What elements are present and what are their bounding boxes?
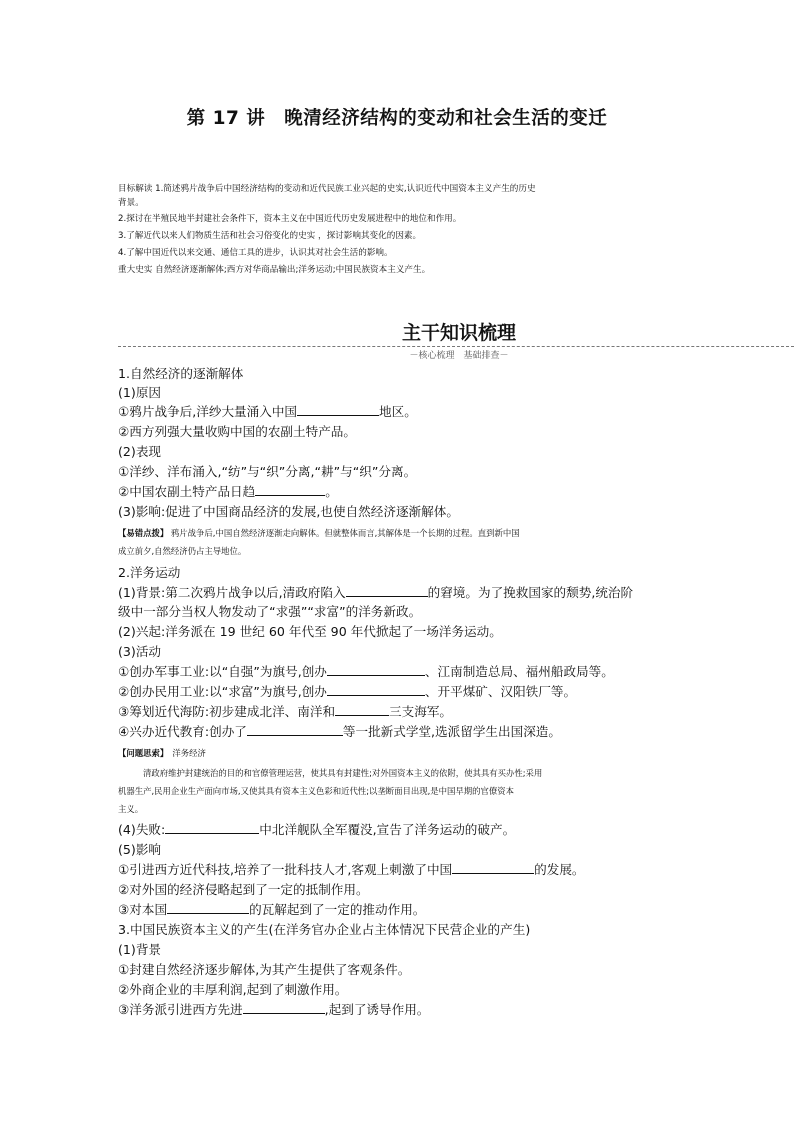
blank-field[interactable] [327,663,425,676]
note-line [118,525,520,542]
text: ②创办民用工业:以“求富”为旗号,创办 [118,684,327,699]
text: ①鸦片战争后,洋纱大量涌入中国 [118,404,298,419]
text: 的发展。 [534,862,585,877]
text: 三支海军。 [389,704,453,719]
blank-field[interactable] [255,483,325,496]
text: ③洋务派引进西方先进 [118,1002,243,1017]
text-line: (3)影响:促进了中国商品经济的发展,也使自然经济逐渐解体。 [118,504,459,519]
note-line: 机器生产,民用企业生产面向市场,又使其具有资本主义色彩和近代性;以垄断面目出现,是中国早期的官僚资本 [118,786,515,796]
text: 、江南制造总局、福州船政局等。 [424,664,614,679]
text: (4)失败: [118,822,166,837]
objective-line: 目标解读 1.简述鸦片战争后中国经济结构的变动和近代民族工业兴起的史实,认识近代中国资本主义产生的历史 [118,184,536,194]
text-line: ②对外国的经济侵略起到了一定的抵制作用。 [118,882,369,897]
blank-field[interactable] [165,821,259,834]
text-line: ②西方列强大量收购中国的农副土特产品。 [118,424,356,439]
text-line [118,583,633,603]
note-text: 鸦片战争后,中国自然经济逐渐走向解体。但就整体而言,其解体是一个长期的过程。直到新中国 [168,528,520,538]
text-line [118,722,561,742]
subheading: (2)表现 [118,444,162,459]
text-line: 级中一部分当权人物发动了“求强”“求富”的洋务新政。 [118,604,422,619]
note-title: 洋务经济 [164,748,206,758]
text: ②中国农副土特产品日趋 [118,484,256,499]
text-line [118,662,614,682]
section-subtitle: －核心梳理 基础排查－ [409,351,509,361]
text-line: ②外商企业的丰厚利润,起到了刺激作用。 [118,982,348,997]
text-line [118,820,515,840]
text: 中北洋舰队全军覆没,宣告了洋务运动的破产。 [259,822,516,837]
note-line: 成立前夕,自然经济仍占主导地位。 [118,546,247,556]
text: 等一批新式学堂,选派留学生出国深造。 [342,724,561,739]
objective-line: 3.了解近代以来人们物质生活和社会习俗变化的史实 ，探讨影响其变化的因素。 [118,231,422,241]
blank-field[interactable] [297,403,379,416]
key-events-line: 重大史实 自然经济逐渐解体;西方对华商品输出;洋务运动;中国民族资本主义产生。 [118,265,431,275]
blank-field[interactable] [327,683,425,696]
blank-field[interactable] [346,584,428,597]
text: ①引进西方近代科技,培养了一批科技人才,客观上刺激了中国 [118,862,453,877]
text-line [118,482,338,502]
objective-line: 2.探讨在半殖民地半封建社会条件下，资本主义在中国近代历史发展进程中的地位和作用。 [118,214,462,224]
blank-field[interactable] [167,901,249,914]
blank-field[interactable] [452,861,534,874]
heading-1: 1.自然经济的逐渐解体 [118,366,244,381]
text: ③对本国 [118,902,168,917]
text-line [118,682,576,702]
section-title: 主干知识梳理 [401,322,516,344]
text: ④兴办近代教育:创办了 [118,724,247,739]
text: ,起到了诱导作用。 [324,1002,430,1017]
text-line [118,402,417,422]
text-line [118,900,425,920]
text-line: (2)兴起:洋务派在 19 世纪 60 年代至 90 年代掀起了一场洋务运动。 [118,624,502,639]
text: ③筹划近代海防:初步建成北洋、南洋和 [118,704,336,719]
text: 的窘境。为了挽救国家的颓势,统治阶 [427,585,634,600]
subheading: (1)背景 [118,942,162,957]
subheading: (5)影响 [118,842,162,857]
text: (1)背景:第二次鸦片战争以后,清政府陷入 [118,585,346,600]
text: 。 [325,484,338,499]
note-label: 【易错点拨】 [118,528,169,538]
heading-3: 3.中国民族资本主义的产生(在洋务官办企业占主体情况下民营企业的产生) [118,922,531,937]
text-line: ①封建自然经济逐步解体,为其产生提供了客观条件。 [118,962,411,977]
text: 地区。 [379,404,417,419]
blank-field[interactable] [243,1001,325,1014]
note-line: 主义。 [118,804,144,814]
text-line [118,860,585,880]
text-line: ①洋纱、洋布涌入,“纺”与“织”分离,“耕”与“织”分离。 [118,464,417,479]
objective-line: 4.了解中国近代以来交通、通信工具的进步，认识其对社会生活的影响。 [118,248,393,258]
subheading: (1)原因 [118,385,162,400]
note-line [118,745,206,762]
text-line [118,702,452,722]
text-line [118,1000,429,1020]
subheading: (3)活动 [118,644,162,659]
blank-field[interactable] [335,703,389,716]
text: 的瓦解起到了一定的推动作用。 [249,902,426,917]
note-label: 【问题思索】 [118,748,165,758]
page-title: 第 17 讲 晚清经济结构的变动和社会生活的变迁 [186,108,608,129]
text: ①创办军事工业:以“自强”为旗号,创办 [118,664,327,679]
section-divider [118,346,794,347]
objective-line: 背景。 [118,198,144,208]
heading-2: 2.洋务运动 [118,565,181,580]
note-line: 清政府维护封建统治的目的和官僚管理运营，使其具有封建性;对外国资本主义的依附，使其具有买办性;采用 [143,768,543,778]
text: 、开平煤矿、汉阳铁厂等。 [424,684,577,699]
blank-field[interactable] [247,723,343,736]
